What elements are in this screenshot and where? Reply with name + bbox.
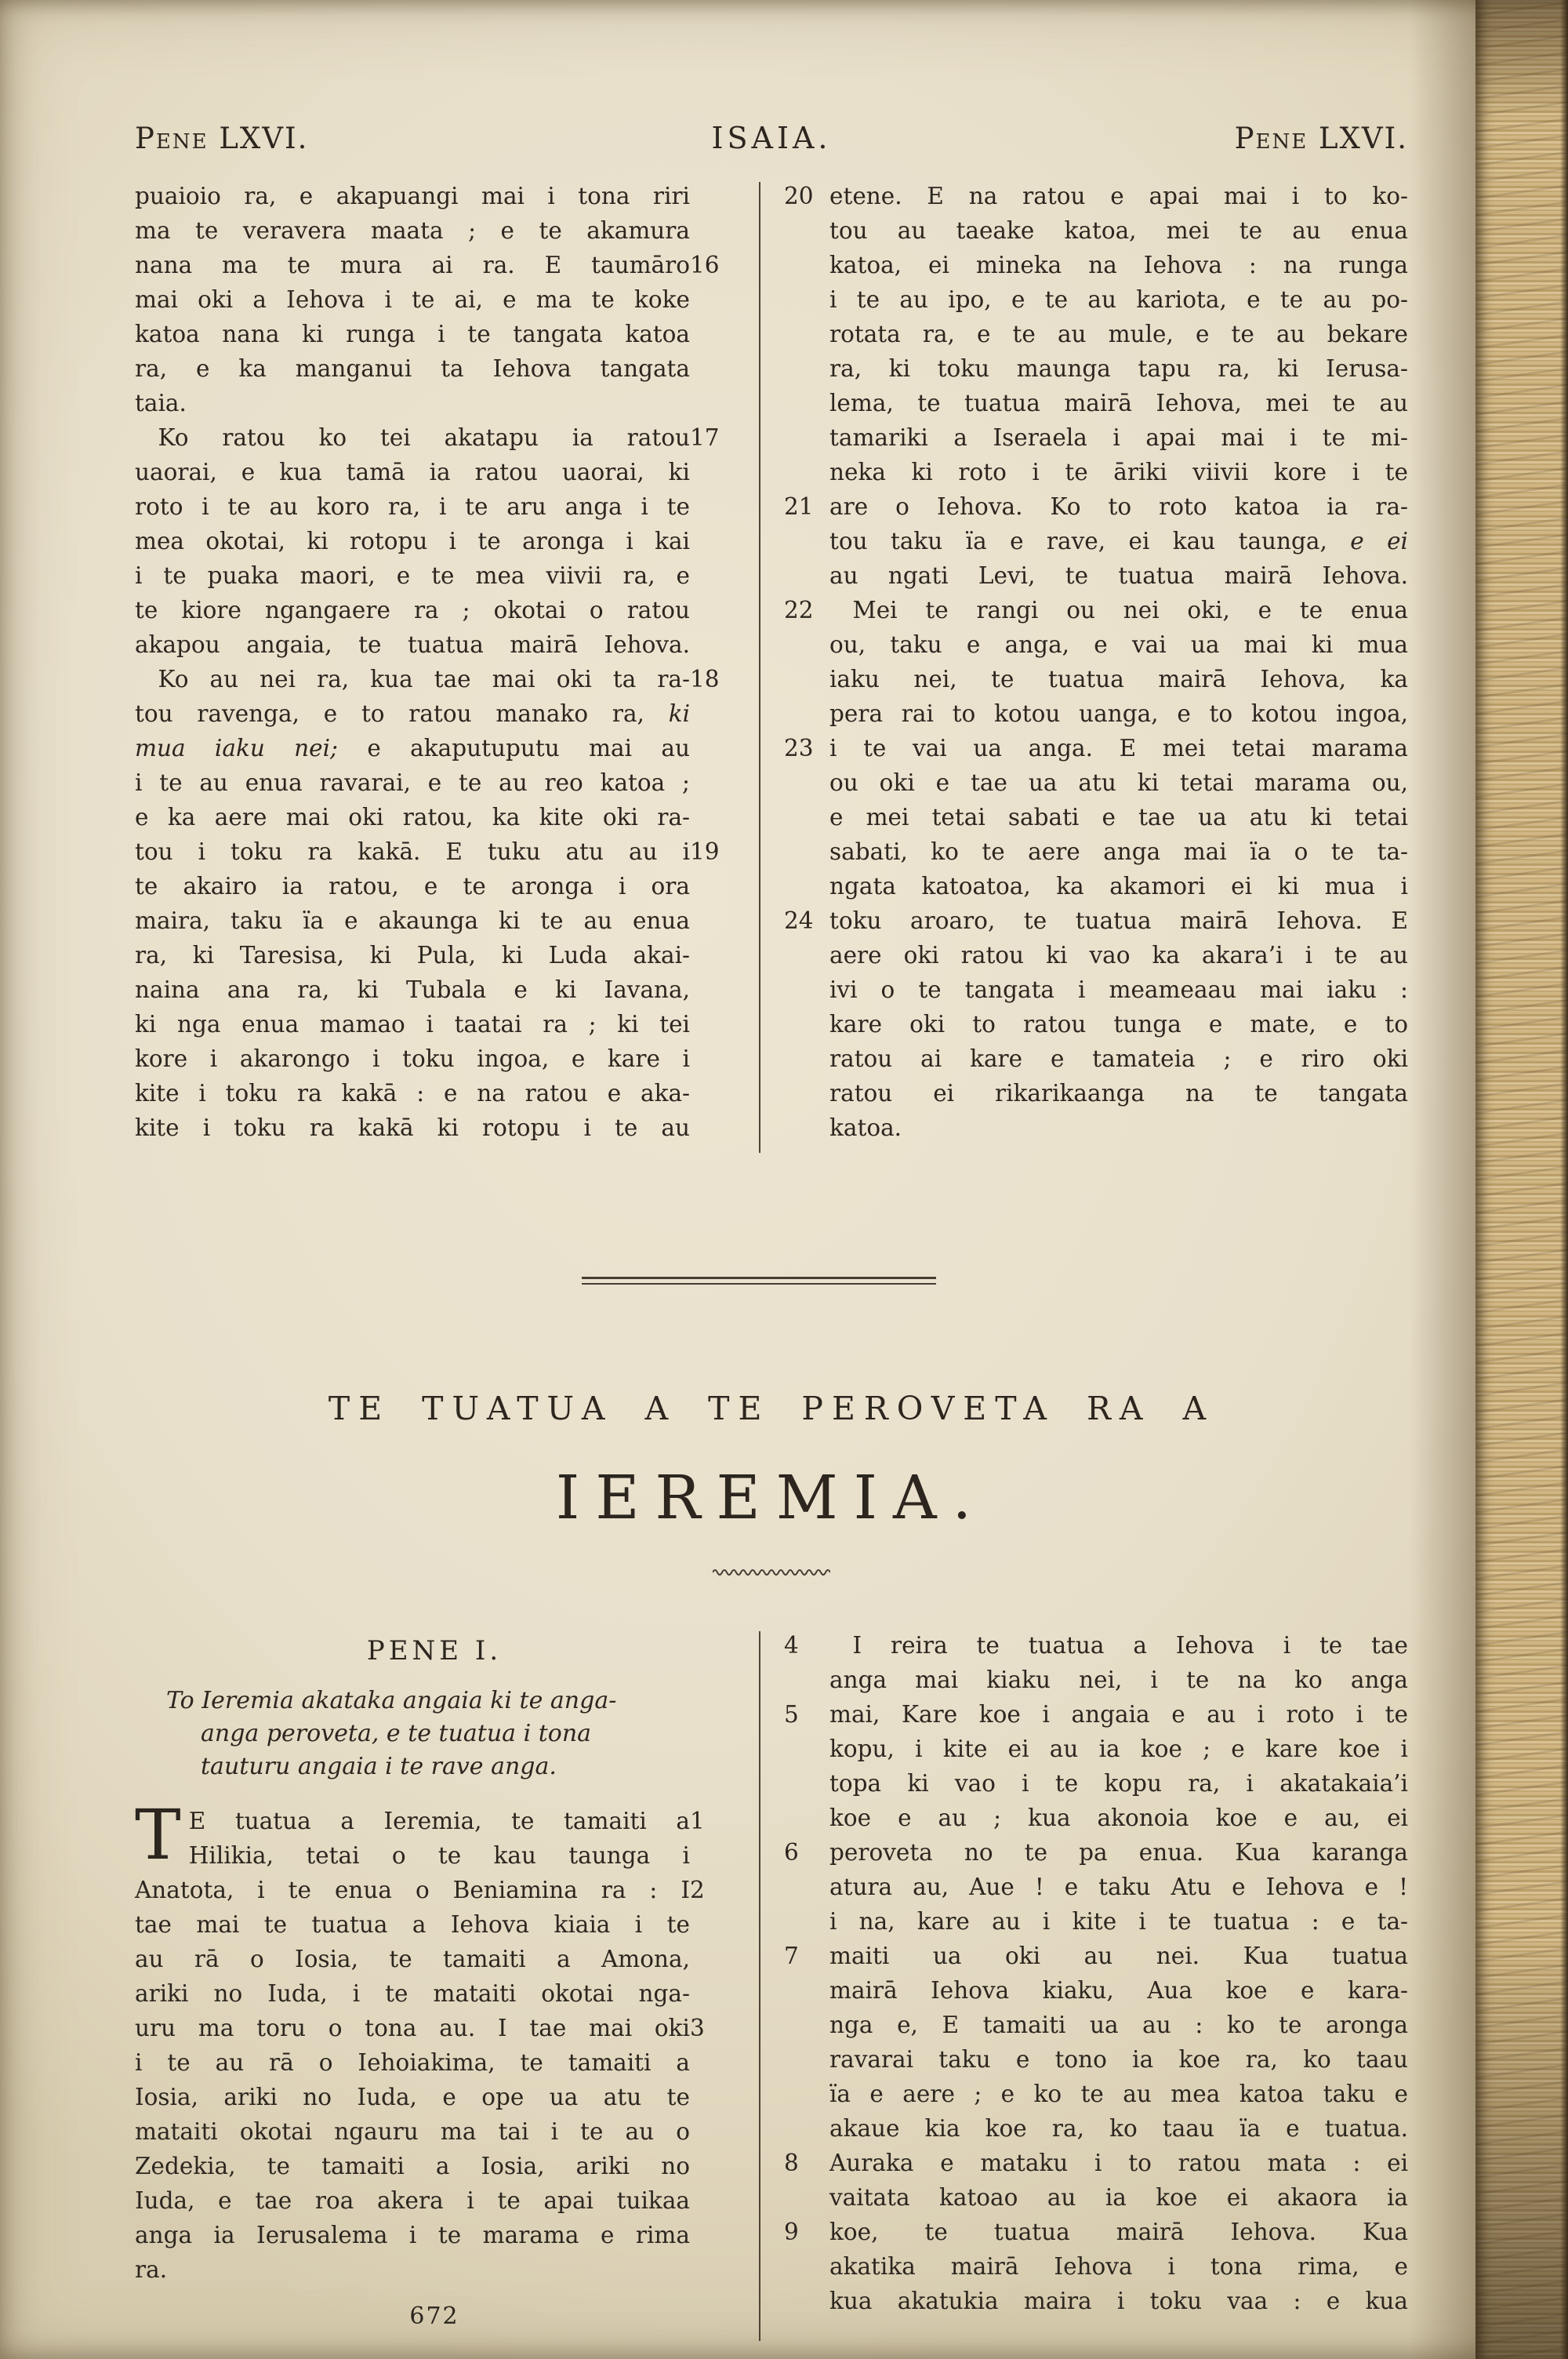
print-line: [135, 662, 734, 696]
isaiah-text-section: [135, 179, 1408, 1159]
print-line: [135, 248, 734, 282]
verse-number: 16: [690, 252, 720, 278]
line-text: neka ki roto i te āriki viivii kore i te: [829, 459, 1408, 485]
print-line: [784, 696, 1408, 731]
print-line: [784, 1870, 1408, 1904]
print-line: [784, 2146, 1408, 2180]
print-line: [784, 282, 1408, 317]
line-text: ïa e aere ; e ko te au mea katoa taku e: [829, 2081, 1408, 2107]
line-text: te akairo ia ratou, e te aronga i ora: [135, 873, 690, 900]
line-text: kua akatukia maira i toku vaa : e kua: [829, 2288, 1408, 2314]
ornament-row: [135, 1565, 1408, 1579]
print-line: [784, 903, 1408, 938]
line-text: nga e, E tamaiti ua au : ko te aronga: [829, 2012, 1408, 2038]
print-line: [784, 248, 1408, 282]
print-line: [784, 731, 1408, 765]
print-line: [784, 455, 1408, 489]
print-line: [135, 317, 734, 351]
line-text: koe, te tuatua mairā Iehova. Kua: [829, 2219, 1408, 2245]
line-text: puaioio ra, e akapuangi mai i tona riri: [135, 183, 690, 209]
page-number: 672: [409, 2303, 459, 2330]
verse-number: 8: [784, 2150, 799, 2176]
print-line: [784, 213, 1408, 248]
print-line: [784, 1041, 1408, 1076]
verse-number: 17: [690, 424, 720, 451]
line-text: maiti ua oki au nei. Kua tuatua: [829, 1943, 1408, 1969]
line-text: ivi o te tangata i meameaau mai iaku :: [829, 976, 1408, 1003]
print-line: [135, 1907, 734, 1942]
line-text: kopu, i kite ei au ia koe ; e kare koe i: [829, 1736, 1408, 1762]
line-text: atura au, Aue ! e taku Atu e Iehova e !: [829, 1874, 1408, 1900]
print-line: [135, 2149, 734, 2183]
header-chapter-right: Pene LXVI.: [1234, 122, 1408, 155]
line-text: peroveta no te pa enua. Kua karanga: [829, 1839, 1408, 1866]
print-line: [135, 489, 734, 524]
line-text: ratou ei rikarikaanga na te tangata: [829, 1080, 1408, 1107]
line-text: au ngati Levi, te tuatua mairā Iehova.: [829, 562, 1408, 589]
line-text: kite i toku ra kakā ki rotopu i te au: [135, 1114, 690, 1141]
line-text: sabati, ko te aere anga mai ïa o te ta-: [829, 838, 1408, 865]
line-text: i te vai ua anga. E mei tetai marama: [829, 735, 1408, 761]
line-text: mai, Kare koe i angaia e au i roto i te: [829, 1701, 1408, 1728]
summary-line: To Ieremia akataka angaia ki te anga-: [166, 1687, 617, 1714]
line-text: tou i toku ra kakā. E tuku atu au i: [135, 838, 690, 865]
line-text: akaue kia koe ra, ko taau ïa e tuatua.: [829, 2115, 1408, 2142]
line-text: pera rai to kotou uanga, e to kotou ingoa,: [829, 700, 1408, 727]
verse-number: 7: [784, 1943, 799, 1969]
column-divider: [759, 1631, 760, 2341]
print-line: [784, 1766, 1408, 1801]
line-text: mua iaku nei; e akaputuputu mai au: [135, 735, 691, 761]
line-text: topa ki vao i te kopu ra, i akatakaia’i: [829, 1770, 1408, 1797]
verse-number: 18: [690, 666, 720, 692]
line-text: katoa, ei mineka na Iehova : na runga: [829, 252, 1408, 278]
print-line: [784, 800, 1408, 834]
print-line: [784, 1835, 1408, 1870]
print-line: [135, 386, 734, 420]
line-text: au rā o Iosia, te tamaiti a Amona,: [135, 1946, 690, 1972]
print-line: [784, 938, 1408, 972]
print-line: [784, 662, 1408, 696]
line-text: Mei te rangi ou nei oki, e te enua: [829, 597, 1408, 623]
print-line: [135, 1007, 734, 1041]
line-text: mai oki a Iehova i te ai, e ma te koke: [135, 286, 690, 313]
verse-number: 9: [784, 2219, 799, 2245]
print-line: [135, 2252, 734, 2287]
header-chapter-left: Pene LXVI.: [135, 122, 309, 155]
print-line: [784, 1076, 1408, 1110]
column-divider: [759, 182, 760, 1153]
print-line: [784, 1697, 1408, 1732]
print-line: [135, 1041, 734, 1076]
print-line: [784, 1007, 1408, 1041]
print-line: [135, 2080, 734, 2114]
verse-number: 4: [784, 1632, 799, 1659]
print-line: [784, 1663, 1408, 1697]
print-line: [135, 179, 734, 213]
line-text: rotata ra, e te au mule, e te au bekare: [829, 321, 1408, 347]
line-text: mairā Iehova kiaku, Aua koe e kara-: [829, 1977, 1408, 2004]
print-line: [135, 972, 734, 1007]
line-text: ariki no Iuda, i te mataiti okotai nga-: [135, 1980, 690, 2007]
print-line: [784, 351, 1408, 386]
line-text: akapou angaia, te tuatua mairā Iehova.: [135, 631, 690, 658]
print-line: [784, 1732, 1408, 1766]
line-text: ra, ki toku maunga tapu ra, ki Ierusa-: [829, 355, 1408, 382]
line-text: Hilikia, tetai o te kau taunga i: [188, 1842, 690, 1869]
print-line: [135, 455, 734, 489]
print-line: [135, 731, 734, 765]
print-line: [135, 2218, 734, 2252]
jeremiah-left-lines: [135, 1794, 734, 2287]
print-line: [784, 317, 1408, 351]
line-text: ou oki e tae ua atu ki tetai marama ou,: [829, 769, 1408, 796]
page-curvature-shadow: [1410, 0, 1475, 2359]
print-line: [784, 2008, 1408, 2042]
verse-number: 20: [784, 183, 814, 209]
print-line: [784, 834, 1408, 869]
print-line: [135, 2183, 734, 2218]
line-text: e ka aere mai oki ratou, ka kite oki ra-: [135, 804, 690, 831]
line-text: ngata katoatoa, ka akamori ei ki mua i: [829, 873, 1408, 900]
print-line: [784, 386, 1408, 420]
line-text: tou taku ïa e rave, ei kau taunga, e ei: [829, 528, 1408, 554]
print-line: [135, 627, 734, 662]
line-text: are o Iehova. Ko to roto katoa ia ra-: [829, 493, 1408, 520]
print-line: [135, 765, 734, 800]
print-line: [784, 2042, 1408, 2077]
print-line: [784, 972, 1408, 1007]
line-text: koe e au ; kua akonoia koe e au, ei: [829, 1805, 1408, 1831]
line-text: I reira te tuatua a Iehova i te tae: [829, 1632, 1408, 1659]
running-header: [135, 121, 1408, 155]
verse-number: 1: [690, 1808, 705, 1834]
line-text: uaorai, e kua tamā ia ratou uaorai, ki: [135, 459, 690, 485]
line-text: kore i akarongo i toku ingoa, e kare i: [135, 1045, 690, 1072]
line-text: kite i toku ra kakā : e na ratou e aka-: [135, 1080, 690, 1107]
line-text: anga ia Ierusalema i te marama e rima: [135, 2222, 690, 2248]
line-text: toku aroaro, te tuatua mairā Iehova. E: [829, 907, 1408, 934]
drop-cap: T: [135, 1794, 181, 1875]
print-line: [135, 1110, 734, 1145]
line-text: ra, ki Taresisa, ki Pula, ki Luda akai-: [135, 942, 690, 969]
line-text: ravarai taku e tono ia koe ra, ko taau: [829, 2046, 1408, 2073]
line-text: roto i te au koro ra, i te aru anga i te: [135, 493, 690, 520]
line-text: aere oki ratou ki vao ka akara’i i te au: [829, 942, 1408, 969]
print-line: [784, 869, 1408, 903]
print-line: [135, 869, 734, 903]
verse-number: 2: [690, 1877, 705, 1903]
line-text: maira, taku ïa e akaunga ki te au enua: [135, 907, 690, 934]
verse-number: 5: [784, 1701, 799, 1728]
line-text: i na, kare au i kite i te tuatua : e ta-: [829, 1908, 1408, 1935]
print-line: [135, 351, 734, 386]
line-text: te kiore ngangaere ra ; okotai o ratou: [135, 597, 690, 623]
line-text: taia.: [135, 390, 187, 416]
line-text: iaku nei, te tuatua mairā Iehova, ka: [829, 666, 1408, 692]
line-text: i te au ipo, e te au kariota, e te au po-: [829, 286, 1408, 313]
print-line: [135, 696, 734, 731]
print-line: [784, 2077, 1408, 2111]
print-line: [135, 834, 734, 869]
line-text: tae mai te tuatua a Iehova kiaia i te: [135, 1911, 690, 1938]
jeremiah-left-column: [135, 1628, 734, 2287]
line-text: vaitata katoao au ia koe ei akaora ia: [829, 2184, 1408, 2211]
print-line: [135, 213, 734, 248]
line-text: ma te veravera maata ; e te akamura: [135, 217, 690, 244]
line-text: Iosia, ariki no Iuda, e ope ua atu te: [135, 2084, 690, 2110]
print-line: [135, 903, 734, 938]
print-line: [784, 2249, 1408, 2284]
line-text: i te au rā o Iehoiakima, te tamaiti a: [135, 2049, 690, 2076]
print-line: [784, 1628, 1408, 1663]
verse-number: 22: [784, 597, 814, 623]
line-text: anga mai kiaku nei, i te na ko anga: [829, 1667, 1408, 1693]
isaiah-left-column: [135, 179, 734, 1145]
print-line: [784, 1801, 1408, 1835]
print-line: [784, 1110, 1408, 1145]
chapter-heading: PENE I.: [366, 1635, 503, 1667]
verse-number: 21: [784, 493, 814, 520]
section-separator-rule: [582, 1277, 936, 1285]
line-text: mea okotai, ki rotopu i te aronga i kai: [135, 528, 690, 554]
print-line: [784, 558, 1408, 593]
jeremiah-right-column: [784, 1628, 1408, 2318]
book-title-name: IEREMIA.: [555, 1463, 988, 1533]
print-line: [135, 1942, 734, 1976]
print-line: [135, 558, 734, 593]
line-text: i te au enua ravarai, e te au reo katoa ;: [135, 769, 690, 796]
line-text: ra, e ka manganui ta Iehova tangata: [135, 355, 690, 382]
line-text: akatika mairā Iehova i tona rima, e: [829, 2253, 1408, 2280]
line-text: naina ana ra, ki Tubala e ki Iavana,: [135, 976, 690, 1003]
print-line: [784, 765, 1408, 800]
isaiah-right-column: [784, 179, 1408, 1145]
line-text: ratou ai kare e tamateia ; e riro oki: [829, 1045, 1408, 1072]
verse-number: 19: [690, 838, 720, 865]
print-line: [784, 1973, 1408, 2008]
print-line: [135, 2011, 734, 2045]
print-line: [135, 2045, 734, 2080]
print-line: [135, 420, 734, 455]
book-fore-edge: [1475, 0, 1568, 2359]
print-line: [135, 938, 734, 972]
line-text: Anatota, i te enua o Beniamina ra : I: [135, 1877, 690, 1903]
print-line: [135, 593, 734, 627]
print-line: [784, 2284, 1408, 2318]
line-text: kare oki to ratou tunga e mate, e to: [829, 1011, 1408, 1038]
book-title-block: [135, 1390, 1408, 1579]
line-text: Ko au nei ra, kua tae mai oki ta ra-: [135, 666, 690, 692]
jeremiah-text-section: [135, 1628, 1408, 2350]
line-text: etene. E na ratou e apai mai i to ko-: [829, 183, 1408, 209]
verse-number: 24: [784, 907, 814, 934]
print-line: [784, 420, 1408, 455]
print-line: [135, 1838, 734, 1873]
summary-line: anga peroveta, e te tuatua i tona: [201, 1720, 592, 1747]
line-text: katoa.: [829, 1114, 902, 1141]
line-text: Iuda, e tae roa akera i te apai tuikaa: [135, 2187, 690, 2214]
print-line: [784, 2180, 1408, 2215]
verse-number: 3: [690, 2015, 705, 2041]
line-text: i te puaka maori, e te mea viivii ra, e: [135, 562, 690, 589]
summary-line: tauturu angaia i te rave anga.: [201, 1753, 557, 1780]
print-line: [784, 179, 1408, 213]
line-text: ra.: [135, 2256, 168, 2283]
line-text: lema, te tuatua mairā Iehova, mei te au: [829, 390, 1408, 416]
line-text: nana ma te mura ai ra. E taumāro: [135, 252, 690, 278]
print-line: [784, 1904, 1408, 1939]
print-line: [784, 2215, 1408, 2249]
print-line: [135, 524, 734, 558]
line-text: uru ma toru o tona au. I tae mai oki: [135, 2015, 690, 2041]
line-text: e mei tetai sabati e tae ua atu ki tetai: [829, 804, 1408, 831]
book-title-subtitle: TE TUATUA A TE PEROVETA RA A: [328, 1390, 1215, 1427]
print-line: [784, 2111, 1408, 2146]
line-text: tamariki a Iseraela i apai mai i te mi-: [829, 424, 1408, 451]
print-line: [135, 800, 734, 834]
print-line: [784, 627, 1408, 662]
print-line: [135, 1873, 734, 1907]
chapter-summary: [135, 1685, 734, 1783]
line-text: ou, taku e anga, e vai ua mai ki mua: [829, 631, 1408, 658]
line-text: tou ravenga, e to ratou manako ra, ki: [135, 700, 690, 727]
print-line: [135, 2114, 734, 2149]
verse-number: 6: [784, 1839, 799, 1866]
print-line: [135, 1976, 734, 2011]
print-line: [135, 282, 734, 317]
line-text: tou au taeake katoa, mei te au enua: [829, 217, 1408, 244]
line-text: Auraka e mataku i to ratou mata : ei: [829, 2150, 1408, 2176]
print-line: [784, 489, 1408, 524]
print-line: [784, 524, 1408, 558]
line-text: katoa nana ki runga i te tangata katoa: [135, 321, 690, 347]
line-text: Zedekia, te tamaiti a Iosia, ariki no: [135, 2153, 690, 2179]
print-line: [784, 1939, 1408, 1973]
line-text: ki nga enua mamao i taatai ra ; ki tei: [135, 1011, 690, 1038]
line-text: Ko ratou ko tei akatapu ia ratou: [135, 424, 690, 451]
print-line: [784, 593, 1408, 627]
line-text: E tuatua a Ieremia, te tamaiti a: [188, 1808, 690, 1834]
verse-number: 23: [784, 735, 814, 761]
header-book-title: ISAIA.: [711, 121, 832, 155]
line-text: mataiti okotai ngauru ma tai i te au o: [135, 2118, 690, 2145]
print-line: [135, 1076, 734, 1110]
squiggle-ornament-icon: [713, 1565, 830, 1576]
